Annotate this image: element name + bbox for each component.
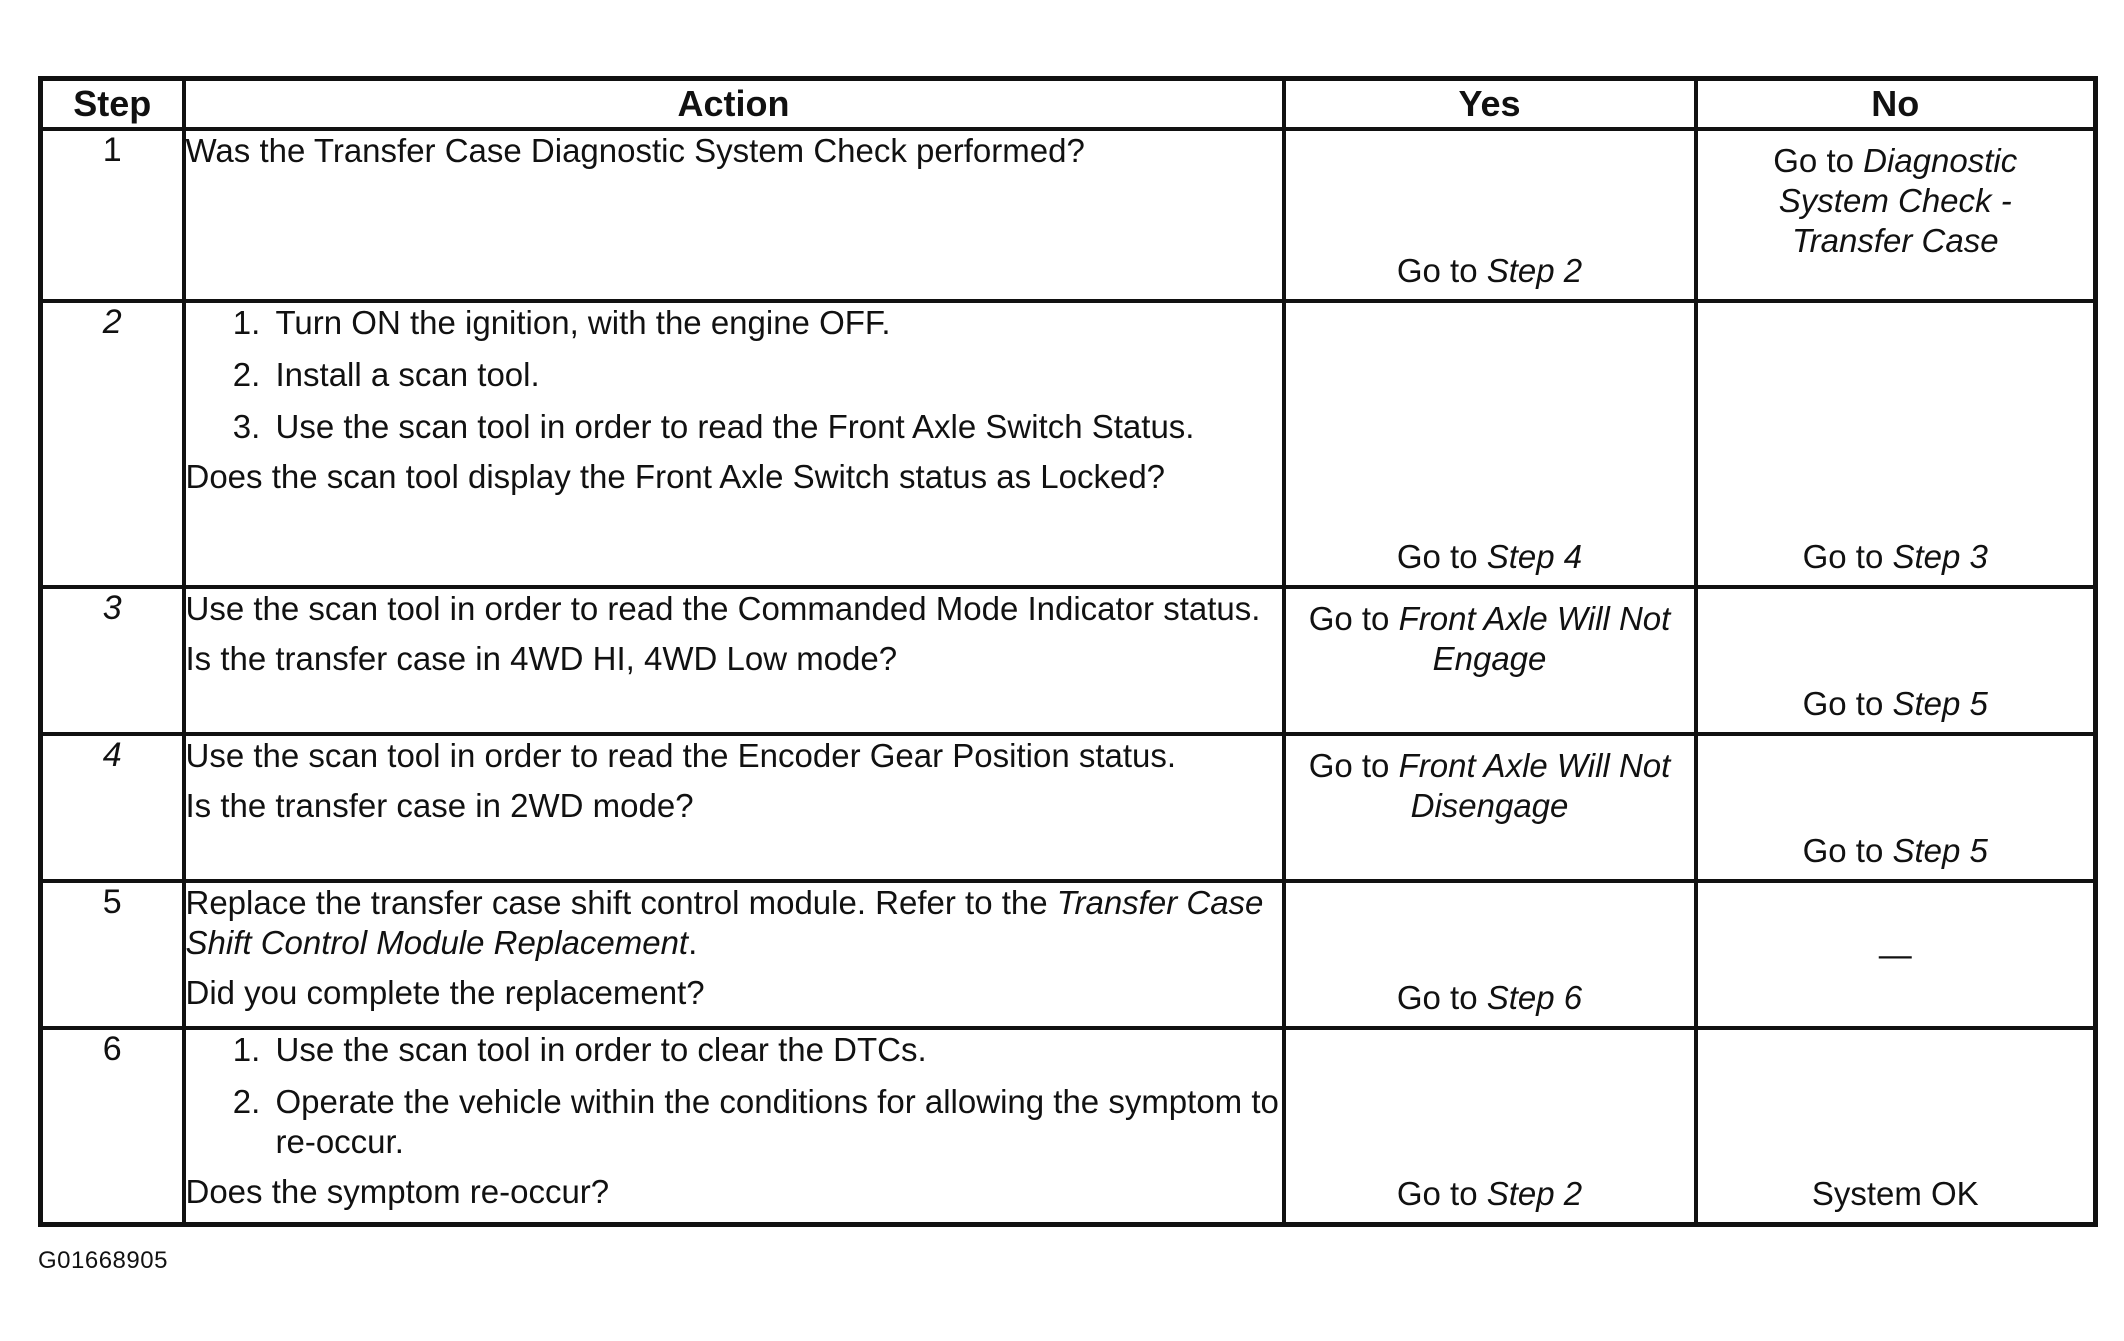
no-link[interactable]: Step 5: [1892, 832, 1988, 869]
table-row: [41, 301, 2096, 587]
yes-cell: [1284, 301, 1696, 587]
yes-prefix: Go to: [1308, 600, 1399, 637]
table-row: [41, 587, 2096, 734]
yes-cell: [1284, 881, 1696, 1028]
step-number: 1: [41, 129, 184, 301]
yes-link[interactable]: Front Axle Will Not Disengage: [1398, 747, 1671, 824]
yes-answer[interactable]: [1286, 589, 1694, 679]
step-number: 3: [41, 587, 184, 734]
yes-cell: [1284, 1028, 1696, 1224]
action-step-item: 3. Use the scan tool in order to read the Front Axle Switch Status.: [270, 407, 1282, 447]
action-question: Does the scan tool display the Front Axle Switch status as Locked?: [185, 458, 1166, 495]
yes-link[interactable]: Step 4: [1486, 538, 1583, 575]
action-step-item: 1. Turn ON the ignition, with the engine OFF.: [270, 303, 1282, 343]
action-question: Is the transfer case in 4WD HI, 4WD Low mode?: [185, 640, 898, 677]
yes-answer[interactable]: [1286, 978, 1694, 1018]
no-cell: [1696, 129, 2096, 301]
no-answer: System OK: [1811, 1174, 1979, 1212]
no-link[interactable]: Step 3: [1892, 538, 1988, 575]
yes-answer[interactable]: [1286, 537, 1694, 577]
table-row: [41, 734, 2096, 881]
action-cell: [184, 1028, 1284, 1224]
no-cell: [1696, 881, 2096, 1028]
action-text: Replace the transfer case shift control module. Refer to the: [185, 884, 1057, 921]
action-step-item: 2. Install a scan tool.: [270, 355, 1282, 395]
table-row: [41, 129, 2096, 301]
diagnostic-table: [38, 76, 2098, 1227]
no-answer[interactable]: [1698, 131, 2094, 261]
no-answer[interactable]: [1698, 537, 2094, 577]
action-cell: [184, 301, 1284, 587]
action-question: Did you complete the replacement?: [185, 974, 705, 1011]
action-step-item: 2. Operate the vehicle within the conditions for allowing the symptom to re-occur.: [270, 1082, 1282, 1162]
yes-cell: [1284, 734, 1696, 881]
no-prefix: Go to: [1802, 832, 1893, 869]
action-ref-suffix: .: [688, 924, 698, 961]
action-cell: [184, 734, 1284, 881]
action-step-item: 1. Use the scan tool in order to clear the DTCs.: [270, 1030, 1282, 1070]
action-text: Use the scan tool in order to read the Encoder Gear Position status.: [185, 737, 1177, 774]
step-number: 5: [41, 881, 184, 1028]
no-answer[interactable]: [1698, 684, 2094, 724]
step-number: 6: [41, 1028, 184, 1224]
yes-prefix: Go to: [1396, 538, 1487, 575]
yes-answer[interactable]: [1286, 251, 1694, 291]
no-answer-dash: —: [1878, 935, 1912, 973]
table-header-row: [41, 79, 2096, 130]
step-number: 2: [41, 301, 184, 587]
header-step: Step: [41, 79, 184, 130]
yes-link[interactable]: Step 2: [1486, 252, 1583, 289]
table-row: [41, 1028, 2096, 1224]
action-question: Is the transfer case in 2WD mode?: [185, 787, 694, 824]
step-number: 4: [41, 734, 184, 881]
action-text-with-ref: [186, 883, 1282, 963]
no-prefix: Go to: [1773, 142, 1864, 179]
action-reference-link[interactable]: Transfer Case Shift Control Module Replacement: [185, 884, 1264, 961]
no-prefix: Go to: [1802, 685, 1893, 722]
figure-id: G01668905: [38, 1247, 168, 1274]
yes-link[interactable]: Step 6: [1486, 979, 1583, 1016]
action-question: Does the symptom re-occur?: [185, 1173, 610, 1210]
yes-cell: [1284, 587, 1696, 734]
header-no: No: [1696, 79, 2096, 130]
yes-prefix: Go to: [1396, 979, 1487, 1016]
action-cell: [184, 129, 1284, 301]
action-cell: [184, 881, 1284, 1028]
no-link[interactable]: Diagnostic System Check - Transfer Case: [1778, 142, 2018, 259]
header-action: Action: [184, 79, 1284, 130]
no-cell: [1696, 734, 2096, 881]
yes-link[interactable]: Step 2: [1486, 1174, 1583, 1212]
action-steps-list: [186, 1030, 1282, 1162]
yes-link[interactable]: Front Axle Will Not Engage: [1398, 600, 1671, 677]
table-row: [41, 881, 2096, 1028]
no-answer[interactable]: [1698, 831, 2094, 871]
yes-answer[interactable]: [1286, 736, 1694, 826]
yes-answer[interactable]: [1286, 1174, 1694, 1214]
no-cell: [1696, 301, 2096, 587]
no-cell: [1696, 587, 2096, 734]
header-yes: Yes: [1284, 79, 1696, 130]
no-prefix: Go to: [1802, 538, 1893, 575]
action-steps-list: [186, 303, 1282, 447]
yes-prefix: Go to: [1396, 1174, 1487, 1212]
no-cell: [1696, 1028, 2096, 1224]
action-cell: [184, 587, 1284, 734]
action-question: Was the Transfer Case Diagnostic System Check performed?: [185, 132, 1085, 169]
yes-cell: [1284, 129, 1696, 301]
no-link[interactable]: Step 5: [1892, 685, 1988, 722]
yes-prefix: Go to: [1308, 747, 1399, 784]
yes-prefix: Go to: [1396, 252, 1487, 289]
action-text: Use the scan tool in order to read the Commanded Mode Indicator status.: [185, 590, 1261, 627]
